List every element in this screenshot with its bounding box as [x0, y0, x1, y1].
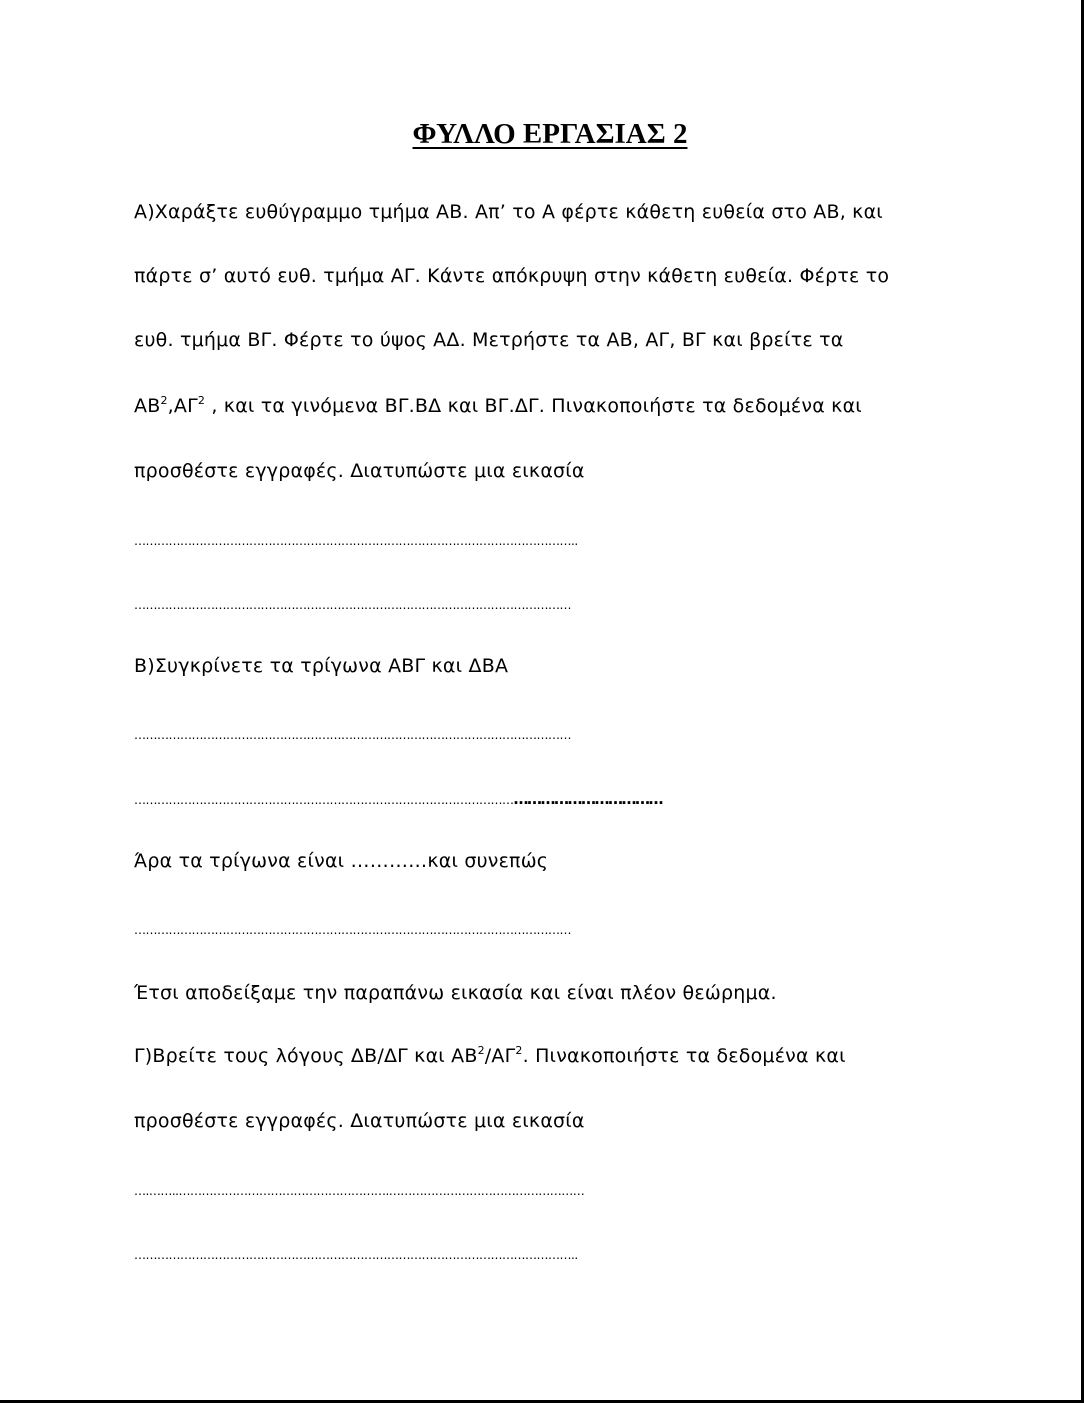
part-a-line-5: προσθέστε εγγραφές. Διατυπώστε μια εικασία — [134, 460, 585, 482]
part-c-line-1-sup-1: 2 — [477, 1044, 485, 1057]
part-a-line-4-sup-2: 2 — [197, 394, 206, 407]
part-b-line-2: Άρα τα τρίγωνα είναι …………και συνεπώς — [134, 850, 549, 872]
answer-line: …………………………………………………………………………………………………… — [134, 598, 571, 612]
part-a-line-4-sup-1: 2 — [160, 394, 168, 407]
part-b-line-3: Έτσι αποδείξαμε την παραπάνω εικασία και είναι πλέον θεώρημα. — [134, 982, 777, 1004]
part-a-line-3: ευθ. τμήμα ΒΓ. Φέρτε το ύψος ΑΔ. Μετρήστε τα ΑΒ, ΑΓ, ΒΓ και βρείτε τα — [134, 329, 844, 351]
part-a-line-4-text-2: ,ΑΓ — [167, 395, 198, 417]
answer-line: …………………………………………………………………………………………………… — [134, 923, 571, 937]
answer-line: …………………………………………………………………………………………………….. — [134, 534, 578, 548]
answer-line-thick: …………………………… — [513, 790, 662, 808]
part-c-line-1-text-1: Γ)Βρείτε τους λόγους ΔΒ/ΔΓ και ΑΒ — [134, 1045, 478, 1067]
part-c-line-1 — [134, 1044, 846, 1068]
part-c-line-1-text-3: . Πινακοποιήστε τα δεδομένα και — [522, 1045, 846, 1067]
part-a-line-4-text-3: , και τα γινόμενα ΒΓ.ΒΔ και ΒΓ.ΔΓ. Πινακοποιήστε τα δεδομένα και — [205, 395, 862, 417]
answer-line-thin: ……………………………………………………………………………………… — [134, 793, 514, 807]
part-a-line-2: πάρτε σ’ αυτό ευθ. τμήμα ΑΓ. Κάντε απόκρυψη στην κάθετη ευθεία. Φέρτε το — [134, 265, 890, 287]
part-c-line-1-sup-2: 2 — [515, 1044, 523, 1057]
worksheet-title: ΦΥΛΛΟ ΕΡΓΑΣΙΑΣ 2 — [412, 118, 688, 150]
answer-line — [134, 792, 662, 807]
part-c-line-2: προσθέστε εγγραφές. Διατυπώστε μια εικασία — [134, 1110, 585, 1132]
part-b-line-1: Β)Συγκρίνετε τα τρίγωνα ΑΒΓ και ΔΒΑ — [134, 655, 509, 677]
part-a-line-4-text-1: ΑΒ — [134, 395, 161, 417]
part-a-line-4 — [134, 394, 862, 418]
part-a-line-1: Α)Χαράξτε ευθύγραμμο τμήμα ΑΒ. Απ’ το Α φέρτε κάθετη ευθεία στο ΑΒ, και — [134, 201, 883, 223]
answer-line: ….……..……………………………………………….…………………………………………… — [134, 1184, 585, 1198]
answer-line: …………………………………………………………………………………………………….. — [134, 1248, 578, 1262]
answer-line: …………………………………………………………………………………………………… — [134, 728, 571, 742]
part-c-line-1-text-2: /ΑΓ — [484, 1045, 516, 1067]
